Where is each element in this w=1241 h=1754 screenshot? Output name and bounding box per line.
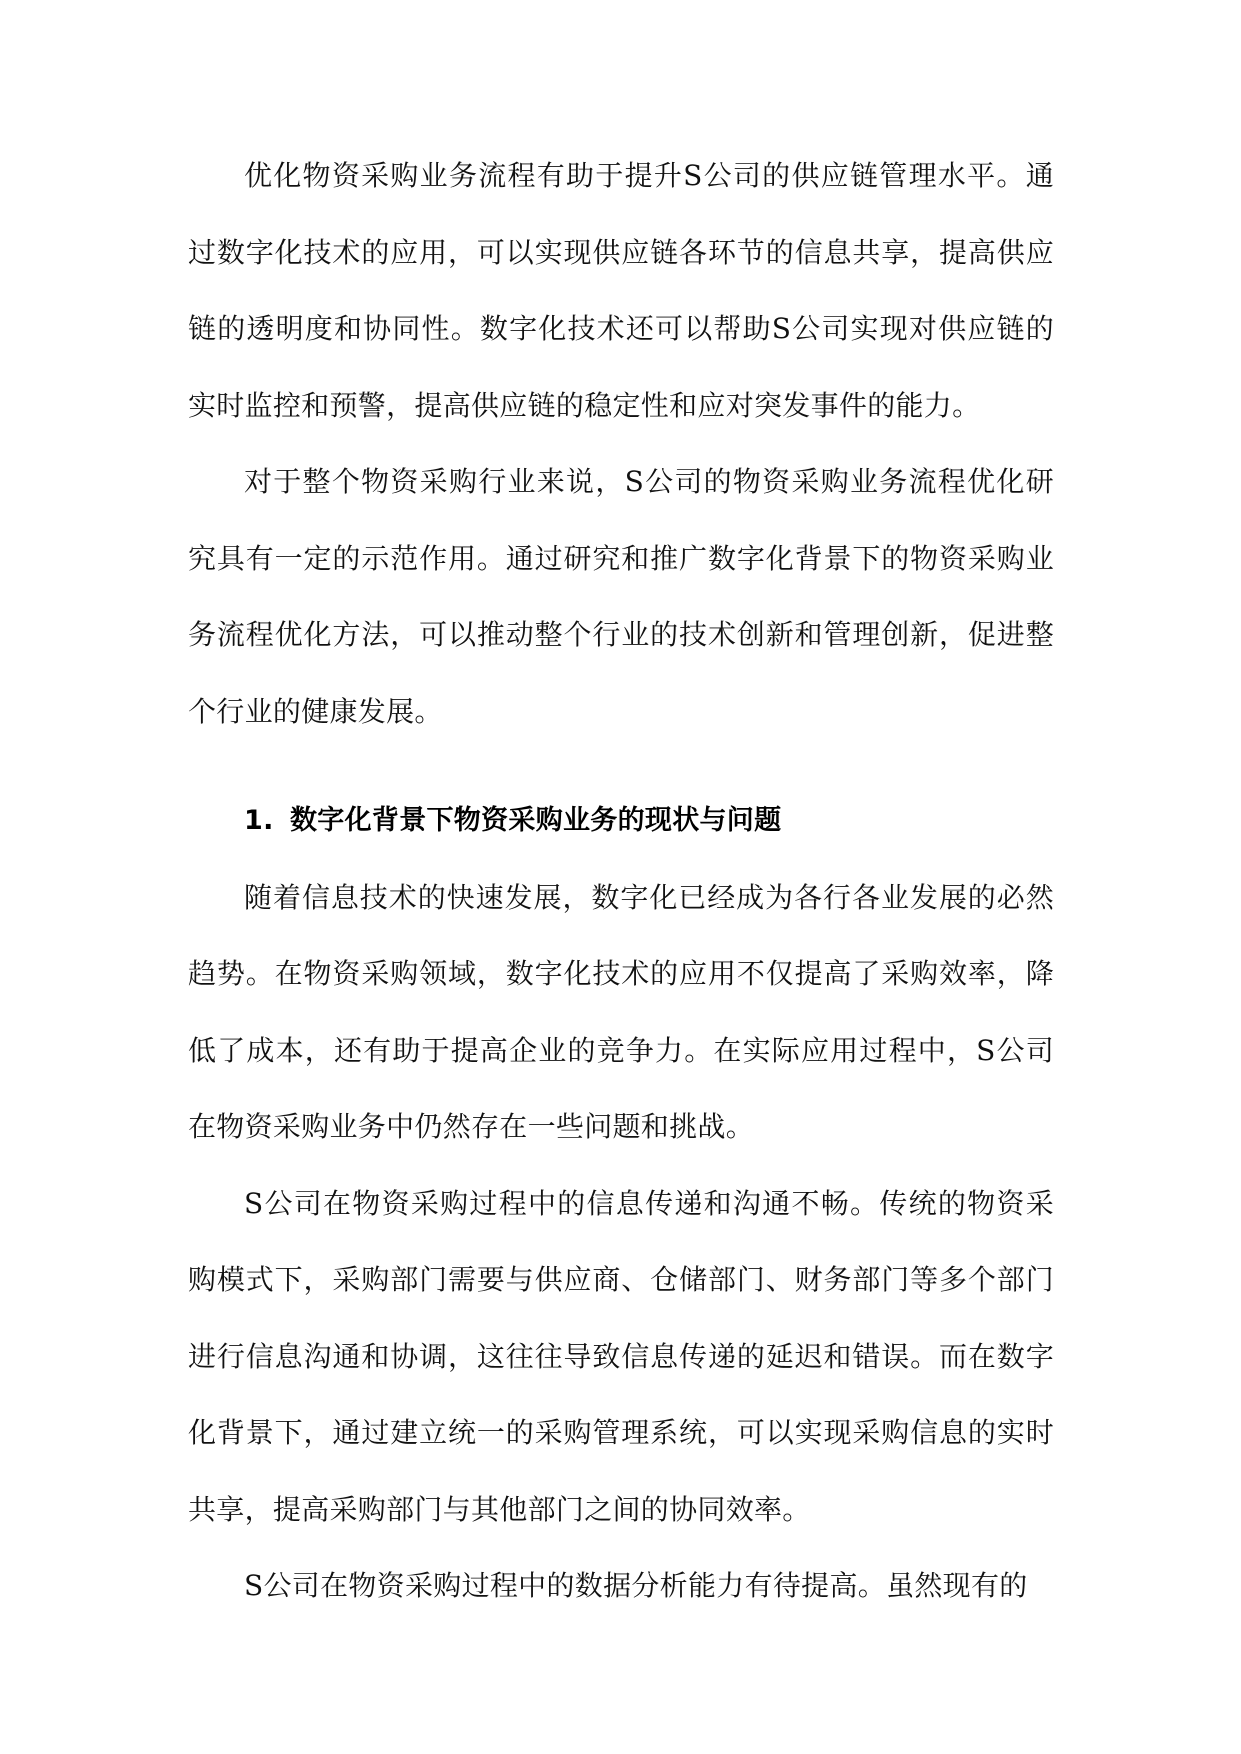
paragraph-supply-chain: 优化物资采购业务流程有助于提升S公司的供应链管理水平。通过数字化技术的应用，可以实现供应链各环节的信息共享，提高供应链的透明度和协同性。数字化技术还可以帮助S公司实现对供应链的实时监控和预警，提高供应链的稳定性和应对突发事件的能力。 (188, 159, 1054, 422)
section-title: 数字化背景下物资采购业务的现状与问题 (290, 805, 782, 836)
document-body (188, 138, 1054, 1625)
paragraph-digital-trend: 随着信息技术的快速发展，数字化已经成为各行各业发展的必然趋势。在物资采购领域，数字化技术的应用不仅提高了采购效率，降低了成本，还有助于提高企业的竞争力。在实际应用过程中，S公司在物资采购业务中仍然存在一些问题和挑战。 (188, 880, 1054, 1143)
section-number: 1. (244, 805, 274, 836)
paragraph-information-communication: S公司在物资采购过程中的信息传递和沟通不畅。传统的物资采购模式下，采购部门需要与供应商、仓储部门、财务部门等多个部门进行信息沟通和协调，这往往导致信息传递的延迟和错误。而在数字化背景下，通过建立统一的采购管理系统，可以实现采购信息的实时共享，提高采购部门与其他部门之间的协同效率。 (188, 1186, 1054, 1526)
paragraph-data-analysis: S公司在物资采购过程中的数据分析能力有待提高。虽然现有的 (244, 1569, 1028, 1602)
paragraph-industry-demonstration: 对于整个物资采购行业来说，S公司的物资采购业务流程优化研究具有一定的示范作用。通过研究和推广数字化背景下的物资采购业务流程优化方法，可以推动整个行业的技术创新和管理创新，促进整个行业的健康发展。 (188, 465, 1054, 728)
section-heading (188, 783, 1054, 860)
